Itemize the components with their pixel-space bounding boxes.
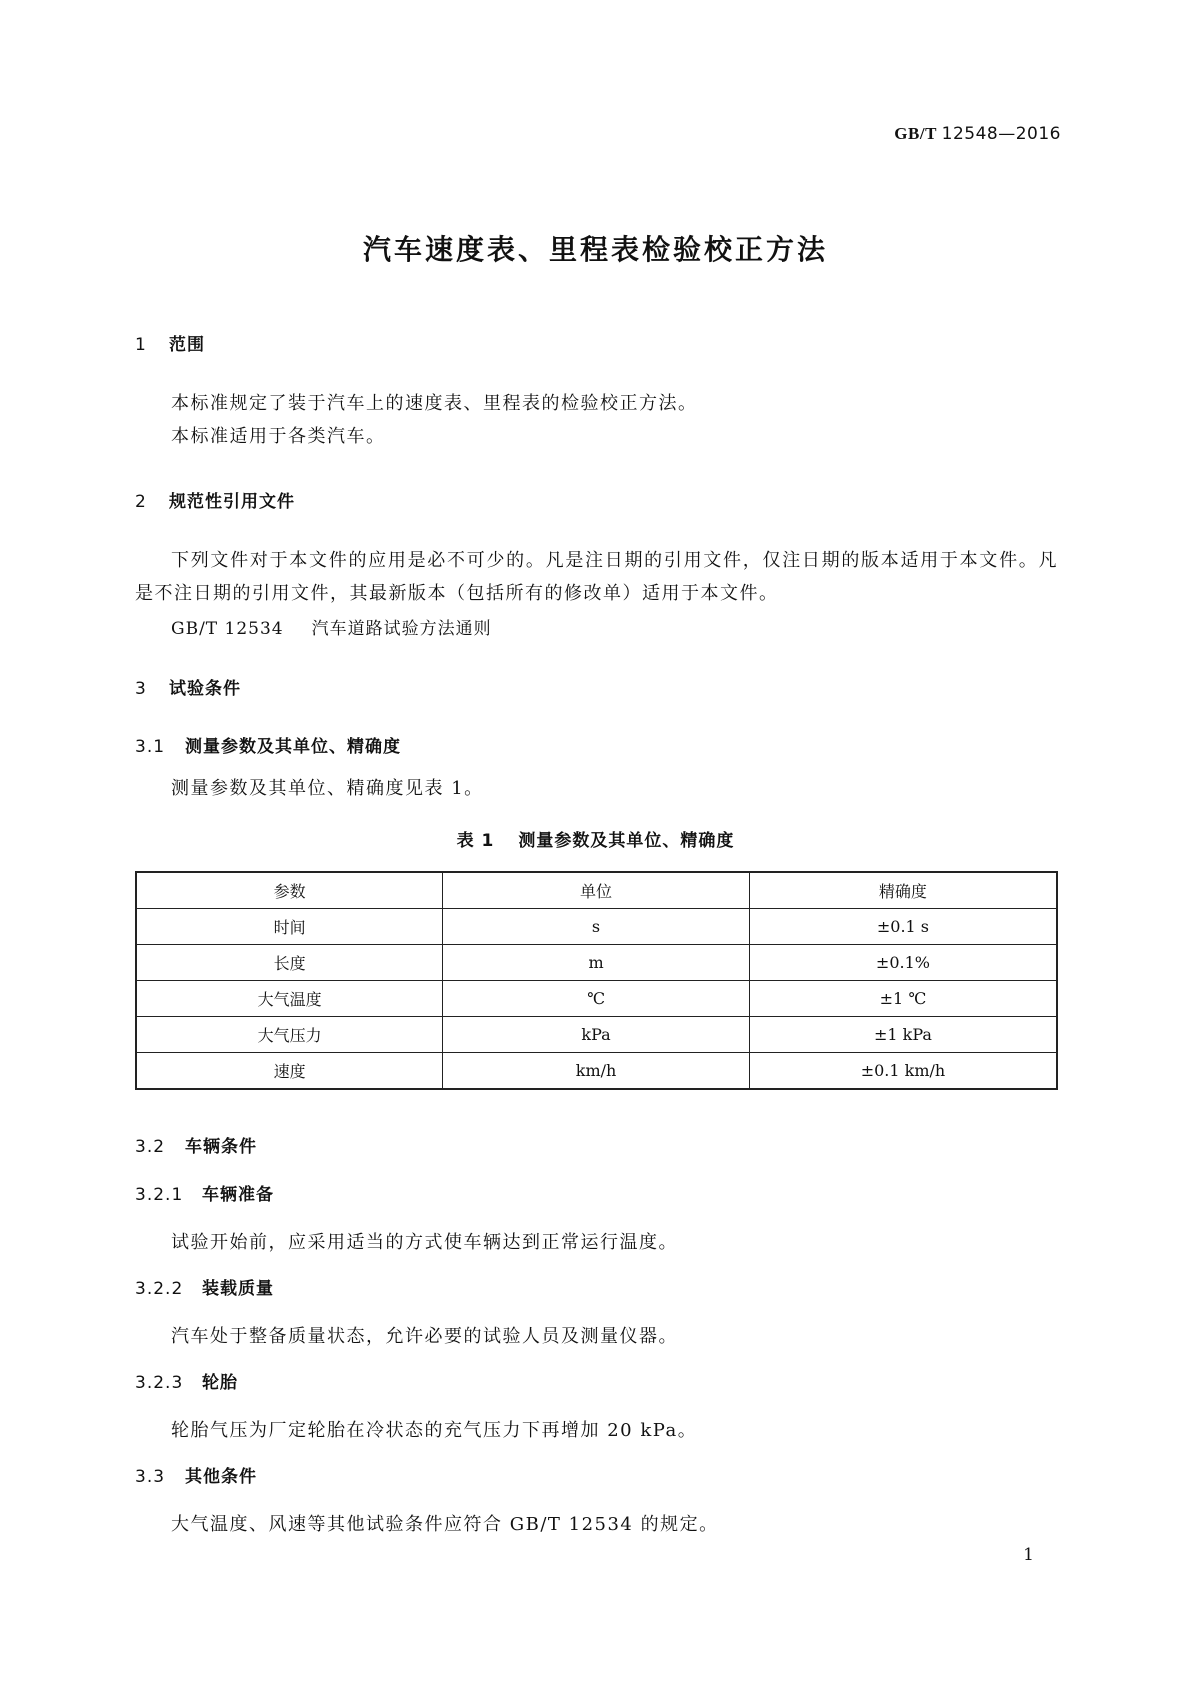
table-cell: ±0.1 s [749,909,1057,945]
table-row [136,1053,1057,1090]
section-3-1-heading [135,732,401,757]
section-title: 装载质量 [202,1279,274,1299]
section-1-body [135,387,1058,453]
section-3-3-heading [135,1462,257,1487]
section-number: 1 [135,335,147,355]
normative-reference [171,614,492,639]
section-title: 测量参数及其单位、精确度 [185,737,401,757]
table-cell: 速度 [136,1053,443,1090]
section-number: 3.2.2 [135,1279,184,1299]
measurement-parameters-table [135,871,1058,1090]
paragraph: 下列文件对于本文件的应用是必不可少的。凡是注日期的引用文件，仅注日期的版本适用于本文件。凡是不注日期的引用文件，其最新版本（包括所有的修改单）适用于本文件。 [135,550,1058,604]
section-3-2-2-body [135,1320,1058,1353]
table-cell: 大气压力 [136,1017,443,1053]
paragraph: 本标准适用于各类汽车。 [171,426,386,447]
paragraph: 汽车处于整备质量状态，允许必要的试验人员及测量仪器。 [171,1326,678,1347]
section-3-2-heading [135,1132,257,1157]
standard-number [894,124,1061,144]
section-3-2-1-heading [135,1180,274,1205]
page-number: 1 [1023,1545,1034,1565]
section-3-2-2-heading [135,1274,274,1299]
table-cell: km/h [443,1053,750,1090]
reference-title: 汽车道路试验方法通则 [311,619,492,639]
reference-code: GB/T 12534 [171,619,284,639]
section-title: 规范性引用文件 [169,492,295,512]
section-3-1-body [135,772,1058,805]
section-title: 范围 [169,335,205,355]
section-title: 试验条件 [169,679,241,699]
table-row [136,945,1057,981]
section-3-2-3-heading [135,1368,238,1393]
paragraph: 轮胎气压为厂定轮胎在冷状态的充气压力下再增加 20 kPa。 [171,1420,698,1441]
table-row [136,909,1057,945]
section-number: 3.1 [135,737,166,757]
section-1-heading [135,330,205,355]
table-cell: ±1 ℃ [749,981,1057,1017]
section-number: 2 [135,492,147,512]
table-cell: m [443,945,750,981]
column-header: 精确度 [749,872,1057,909]
paragraph: 试验开始前，应采用适当的方式使车辆达到正常运行温度。 [171,1232,678,1253]
section-number: 3.2.1 [135,1185,184,1205]
section-3-3-body [135,1508,1058,1541]
document-title: 汽车速度表、里程表检验校正方法 [362,233,828,266]
table-row [136,981,1057,1017]
section-number: 3 [135,679,147,699]
section-2-heading [135,487,295,512]
table-cell: ℃ [443,981,750,1017]
section-title: 轮胎 [202,1373,238,1393]
section-title: 车辆准备 [202,1185,274,1205]
standard-code: 12548—2016 [941,124,1061,144]
table-row [136,1017,1057,1053]
section-title: 其他条件 [185,1467,257,1487]
table-cell: 时间 [136,909,443,945]
paragraph: 大气温度、风速等其他试验条件应符合 GB/T 12534 的规定。 [171,1514,719,1535]
table-caption-title: 测量参数及其单位、精确度 [518,831,735,851]
column-header: 单位 [443,872,750,909]
table-header-row [136,872,1057,909]
table-caption [0,826,1191,851]
table-cell: s [443,909,750,945]
section-number: 3.3 [135,1467,166,1487]
table-cell: ±0.1 km/h [749,1053,1057,1090]
paragraph: 测量参数及其单位、精确度见表 1。 [171,778,484,799]
section-2-body [135,544,1058,610]
section-title: 车辆条件 [185,1137,257,1157]
table-cell: 大气温度 [136,981,443,1017]
table-caption-label: 表 1 [456,831,495,851]
section-3-heading [135,674,241,699]
standard-prefix: GB/T [894,124,937,143]
table-cell: ±1 kPa [749,1017,1057,1053]
paragraph: 本标准规定了装于汽车上的速度表、里程表的检验校正方法。 [171,393,698,414]
table-cell: kPa [443,1017,750,1053]
column-header: 参数 [136,872,443,909]
section-number: 3.2.3 [135,1373,184,1393]
table-cell: ±0.1% [749,945,1057,981]
section-3-2-1-body [135,1226,1058,1259]
section-number: 3.2 [135,1137,166,1157]
table-cell: 长度 [136,945,443,981]
section-3-2-3-body [135,1414,1058,1447]
